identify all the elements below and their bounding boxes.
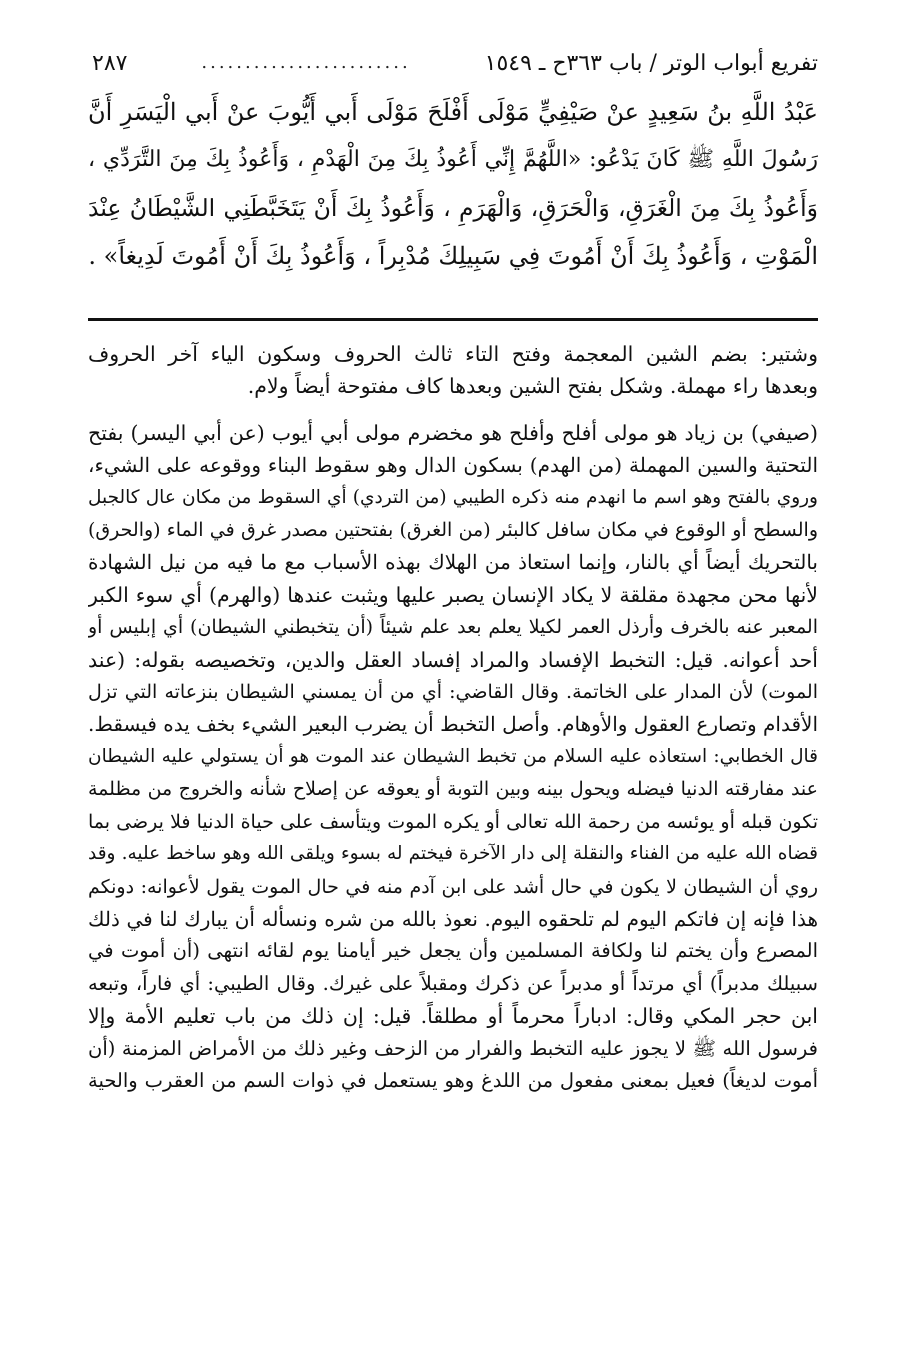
page-number: ٢٨٧: [92, 50, 128, 76]
commentary-line: والسطح أو الوقوع في مكان سافل كالبئر (من الغرق) بفتحتين مصدر غرق في الماء (والحرق): [88, 519, 818, 542]
commentary-line: ابن حجر المكي وقال: ادباراً محرماً أو مطلقاً. قيل: إن ذلك من باب تعليم الأمة وإلا: [88, 1004, 818, 1029]
commentary-line: قضاه الله عليه من الفناء والنقلة إلى دار الآخرة فيختم له بسوء ويلقى الله وهو ساخط عليه. وقد: [88, 843, 818, 865]
commentary-line: الموت) لأن المدار على الخاتمة. وقال القاضي: أي من أن يمسني الشيطان بنزعاته التي تزل: [88, 681, 818, 704]
commentary-line: بالتحريك أيضاً أي بالنار، وإنما استعاذ من الهلاك بهذه الأسباب مع ما فيه من نيل الشهادة: [88, 550, 818, 575]
commentary-line: لأنها محن مجهدة مقلقة لا يكاد الإنسان يصبر عليها ويثبت عندها (والهرم) أي سوء الكبر: [88, 582, 818, 607]
header-leader-dots: ........................: [201, 54, 411, 72]
commentary-line: الأقدام وتصارع العقول والأوهام. وأصل التخبط أن يضرب البعير الشيء بخف يده فيسقط.: [88, 712, 818, 737]
hadith-text: [88, 88, 818, 280]
section-divider: [88, 318, 818, 321]
hadith-line: عَبْدُ اللَّهِ بنُ سَعِيدٍ عنْ صَيْفِيٍّ مَوْلَى أَفْلَحَ مَوْلَى أَبي أَيُّوبَ عنْ أَبي الْيَسَرِ أَنَّ: [88, 98, 818, 126]
commentary-line: سبيلك مدبراً) أي مرتداً أو مدبراً عن ذكرك ومقبلاً على غيرك. وقال الطيبي: أي فاراً، وتبعه: [88, 971, 818, 995]
commentary-line: روي أن الشيطان لا يكون في حال أشد على ابن آدم منه في حال الموت يقول لأعوانه: دونكم: [88, 875, 818, 898]
commentary-line: (صيفي) بن زياد هو مولى أفلح وأفلح هو مخضرم مولى أبي أيوب (عن أبي اليسر) بفتح: [88, 420, 818, 445]
hadith-line: رَسُولَ اللَّهِ ﷺ كَانَ يَدْعُو: «اللَّهُمَّ إِنِّي أَعُوذُ بِكَ مِنَ الْهَدْمِ ، وَأَعُوذُ بِكَ مِنَ التَّرَدِّي ،: [88, 147, 818, 172]
commentary-line: تكون قبله أو يوئسه من رحمة الله تعالى أو يكره الموت ويتأسف على حياة الدنيا فلا يرضى بما: [88, 810, 818, 833]
hadith-line: وَأَعُوذُ بِكَ مِنَ الْغَرَقِ، وَالْحَرَقِ، وَالْهَرَمِ ، وَأَعُوذُ بِكَ أَنْ يَتَخَبَّطَنِي الشَّيْطَانُ عِنْدَ: [88, 194, 818, 222]
commentary-text: [88, 338, 818, 1097]
commentary-line: التحتية والسين المهملة (من الهدم) بسكون الدال وهو سقوط البناء ووقوعه على الشيء،: [88, 453, 818, 478]
running-header: [92, 44, 818, 82]
commentary-paragraph: [88, 338, 818, 403]
commentary-line: المعبر عنه بالخرف وأرذل العمر لكيلا يعلم بعد علم شيئاً (أن يتخبطني الشيطان) أي إبليس أو: [88, 616, 818, 639]
commentary-line: فرسول الله ﷺ لا يجوز عليه التخبط والفرار من الزحف وغير ذلك من الأمراض المزمنة (أن: [88, 1036, 818, 1060]
commentary-line: عند مفارقته الدنيا فيضله ويحول بينه وبين التوبة أو يعوقه عن إصلاح شأنه والخروج من مظلمة: [88, 778, 818, 801]
commentary-paragraph: [88, 417, 818, 1098]
commentary-line: أحد أعوانه. قيل: التخبط الإفساد والمراد إفساد العقل والدين، وتخصيصه بقوله: (عند: [88, 647, 818, 672]
commentary-line: هذا فإنه إن فاتكم اليوم لم تلحقوه اليوم. نعوذ بالله من شره ونسأله أن يبارك لنا في ذلك: [88, 906, 818, 931]
commentary-line: وبعدها راء مهملة. وشكل بفتح الشين وبعدها كاف مفتوحة أيضاً ولام.: [247, 374, 818, 399]
header-title: تفريع أبواب الوتر / باب ٣٦٣ح ـ ١٥٤٩: [484, 50, 818, 76]
commentary-line: المصرع وأن يختم لنا ولكافة المسلمين وأن يجعل خير أيامنا يوم لقائه انتهى (أن أموت في: [88, 939, 818, 963]
commentary-line: أموت لديغاً) فعيل بمعنى مفعول من اللدغ وهو يستعمل في ذوات السم من العقرب والحية: [88, 1068, 818, 1092]
hadith-line: الْمَوْتِ ، وَأَعُوذُ بِكَ أَنْ أَمُوتَ فِي سَبِيلِكَ مُدْبِراً ، وَأَعُوذُ بِكَ أَنْ أَمُوتَ لَدِيغاً» .: [88, 242, 818, 270]
commentary-line: وشتير: بضم الشين المعجمة وفتح التاء ثالث الحروف وسكون الياء آخر الحروف: [88, 342, 818, 366]
commentary-line: قال الخطابي: استعاذه عليه السلام من تخبط الشيطان عند الموت هو أن يستولي عليه الشيطان: [88, 745, 818, 767]
commentary-line: وروي بالفتح وهو اسم ما انهدم منه ذكره الطيبي (من التردي) أي السقوط من مكان عال كالجبل: [88, 486, 818, 508]
